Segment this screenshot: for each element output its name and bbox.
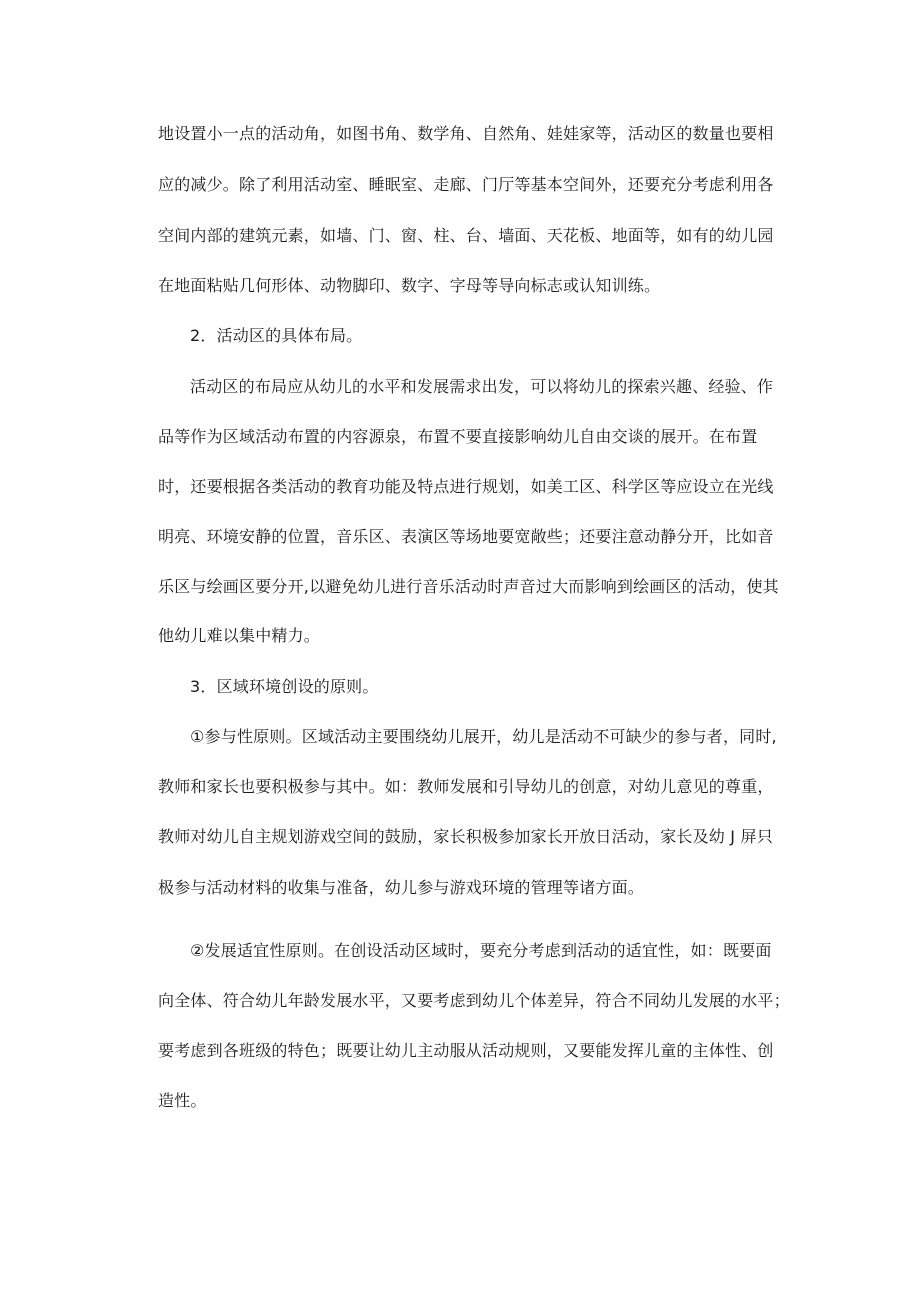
text-line-11: 他幼儿难以集中精力。 — [158, 626, 321, 645]
text-line-18: 向全体、符合幼儿年龄发展水平，又要考虑到幼儿个体差异，符合不同幼儿发展的水平； — [158, 991, 790, 1010]
section-heading-3: 3．区域环境创设的原则。 — [190, 677, 379, 696]
text-line-9: 明亮、环境安静的位置，音乐区、表演区等场地要宽敞些；还要注意动静分开，比如音 — [158, 527, 774, 546]
text-line-4: 在地面粘贴几何形体、动物脚印、数字、字母等导向标志或认知训练。 — [158, 276, 661, 295]
text-line-17: ②发展适宜性原则。在创设活动区域时，要充分考虑到活动的适宜性，如：既要面 — [190, 941, 772, 960]
text-line-2: 应的减少。除了利用活动室、睡眠室、走廊、门厅等基本空间外，还要充分考虑利用各 — [158, 175, 774, 194]
text-line-16: 极参与活动材料的收集与准备，幼儿参与游戏环境的管理等诸方面。 — [158, 878, 645, 897]
text-line-13: ①参与性原则。区域活动主要围绕幼儿展开，幼儿是活动不可缺少的参与者，同时, — [190, 727, 777, 746]
text-line-19: 要考虑到各班级的特色；既要让幼儿主动服从活动规则，又要能发挥儿童的主体性、创 — [158, 1041, 774, 1060]
text-line-6: 活动区的布局应从幼儿的水平和发展需求出发，可以将幼儿的探索兴趣、经验、作 — [190, 377, 774, 396]
text-line-1: 地设置小一点的活动角，如图书角、数学角、自然角、娃娃家等，活动区的数量也要相 — [158, 124, 774, 143]
text-line-15: 教师对幼儿自主规划游戏空间的鼓励，家长积极参加家长开放日活动，家长及幼 J 屏只 — [158, 827, 773, 846]
text-line-7: 品等作为区域活动布置的内容源泉，布置不要直接影响幼儿自由交谈的展开。在布置 — [158, 427, 758, 446]
text-line-8: 时，还要根据各类活动的教育功能及特点进行规划，如美工区、科学区等应设立在光线 — [158, 477, 774, 496]
text-line-3: 空间内部的建筑元素，如墙、门、窗、柱、台、墙面、天花板、地面等，如有的幼儿园 — [158, 226, 774, 245]
section-heading-2: 2．活动区的具体布局。 — [190, 326, 363, 345]
text-line-20: 造性。 — [158, 1091, 207, 1110]
text-line-14: 教师和家长也要积极参与其中。如：教师发展和引导幼儿的创意，对幼儿意见的尊重， — [158, 777, 774, 796]
text-line-10: 乐区与绘画区要分开,以避免幼儿进行音乐活动时声音过大而影响到绘画区的活动，使其 — [158, 577, 779, 596]
